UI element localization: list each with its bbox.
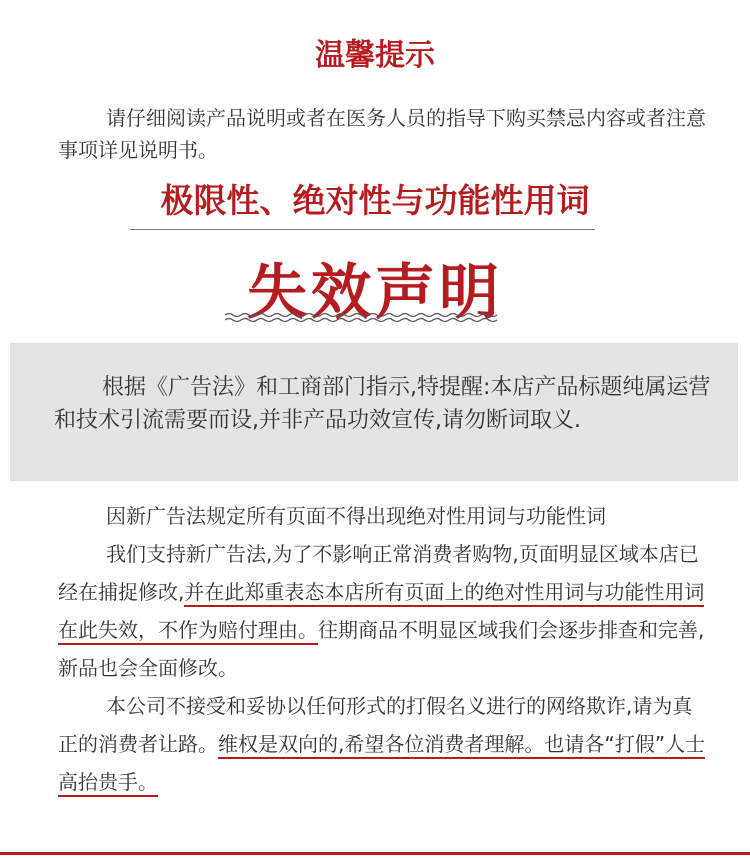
bottom-divider [0, 852, 750, 855]
subtitle-divider [130, 229, 595, 230]
body-paragraph-3 [58, 687, 708, 801]
body-paragraph-2 [58, 535, 708, 687]
notice-box [10, 343, 738, 481]
intro-text: 请仔细阅读产品说明或者在医务人员的指导下购买禁忌内容或者注意事项详见说明书。 [58, 106, 706, 162]
body-p2-b: 往期商品不明显区域我们会逐步排查和完善,新品也会全面修改。 [58, 618, 705, 680]
body-p2-underlined: 并在此郑重表态本店所有页面上的绝对性用词与功能性用词在此失效，不作为赔付理由。 [58, 580, 704, 645]
page-title: 温馨提示 [315, 38, 435, 73]
body-text [58, 497, 708, 801]
notice-text: 根据《广告法》和工商部门指示,特提醒:本店产品标题纯属运营和技术引流需要而设,并非产品功效宣传,请勿断词取义. [54, 375, 711, 433]
body-paragraph-1: 因新广告法规定所有页面不得出现绝对性用词与功能性词 [106, 504, 606, 528]
body-p3-underlined: 维权是双向的,希望各位消费者理解。也请各“打假”人士高抬贵手。 [58, 732, 705, 797]
body-p2-a: 我们支持新广告法,为了不影响正常消费者购物,页面明显区域本店已经在捕捉修改, [58, 542, 699, 604]
wave-divider-icon [225, 312, 500, 324]
body-p3-a: 本公司不接受和妥协以任何形式的打假名义进行的网络欺诈,请为真正的消费者让路。 [58, 694, 693, 756]
section-subtitle: 极限性、绝对性与功能性用词 [160, 181, 590, 220]
main-title: 失效声明 [247, 258, 503, 328]
